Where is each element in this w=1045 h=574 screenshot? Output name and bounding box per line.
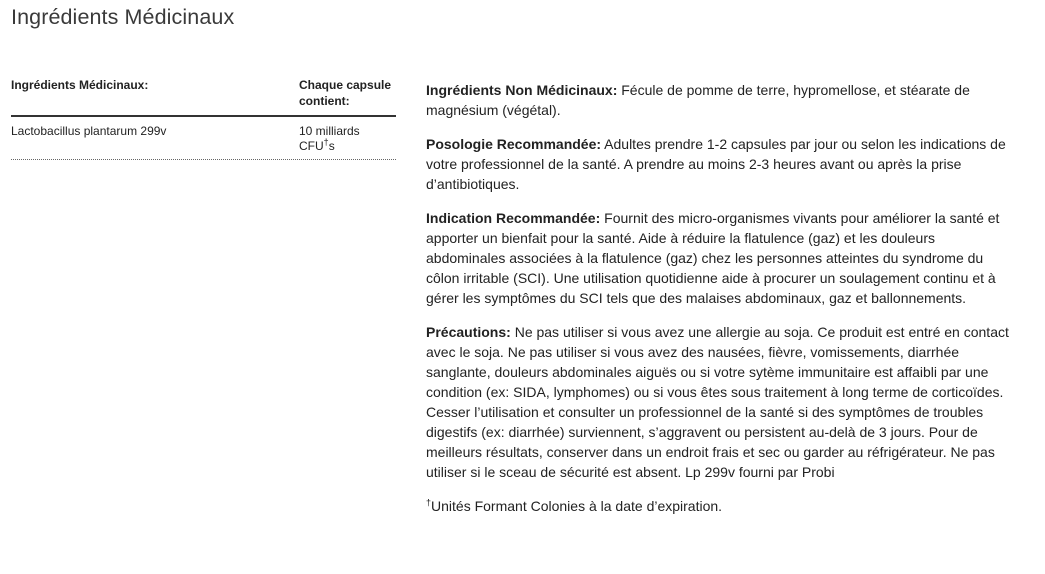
indication-text: Fournit des micro-organismes vivants pour améliorer la santé et apporter un bienfait pour la santé. Aide à réduire la flatulence (gaz) et les douleurs abdominales associées à la flatulence (gaz) chez les personnes atteintes du syndrome du côlon irritable (SCI). Une utilisation quotidienne aide à procurer un soulagement continu et à gérer les symptômes du SCI tels que des malaises abdominaux, gaz et ballonnements. <box>426 210 1000 306</box>
precautions-label: Précautions: <box>426 324 511 340</box>
amount-unit-suffix: s <box>328 139 335 153</box>
precautions-text: Ne pas utiliser si vous avez une allergie au soja. Ce produit est entré en contact avec le soja. Ne pas utiliser si vous avez des nausées, fièvre, vomissements, diarrhée sanglante, douleurs abdominales aiguës ou si votre sytème immunitaire est affaibli par une condition (ex: SIDA, lymphomes) ou si vous êtes sous traitement à long terme de corticoïdes. Cesser l’utilisation et consulter un professionnel de la santé si des symptômes de troubles digestifs (ex: diarrhée) surviennent, s’aggravent ou persistent au-delà de 3 jours. Pour de meilleurs résultats, conserver dans un endroit frais et sec ou garder au réfrigérateur. Ne pas utiliser si le sceau de sécurité est absent. Lp 299v fourni par Probi <box>426 324 1009 480</box>
header-ingredient: Ingrédients Médicinaux: <box>11 78 149 92</box>
non-medicinal-label: Ingrédients Non Médicinaux: <box>426 82 618 98</box>
footnote-text: Unités Formant Colonies à la date d’expiration. <box>431 498 723 514</box>
non-medicinal-section <box>426 80 1011 120</box>
dosage-label: Posologie Recommandée: <box>426 136 602 152</box>
indication-section <box>426 208 1011 308</box>
ingredients-table <box>11 77 396 160</box>
ingredient-amount <box>299 124 396 154</box>
dosage-text: Adultes prendre 1-2 capsules par jour ou selon les indications de votre professionnel de la santé. A prendre au moins 2-3 heures avant ou après la prise d’antibiotiques. <box>426 136 1006 192</box>
ingredient-name: Lactobacillus plantarum 299v <box>11 124 167 138</box>
amount-value: 10 milliards <box>299 124 360 138</box>
dosage-section <box>426 134 1011 194</box>
footnote-mark: † <box>426 497 432 508</box>
indication-label: Indication Recommandée: <box>426 210 601 226</box>
header-amount: Chaque capsule contient: <box>299 78 392 108</box>
table-row <box>11 117 396 160</box>
table-header <box>11 77 396 117</box>
amount-unit: CFU <box>299 139 324 153</box>
dagger-mark: † <box>323 137 329 147</box>
precautions-section <box>426 322 1011 482</box>
non-medicinal-text: Fécule de pomme de terre, hypromellose, et stéarate de magnésium (végétal). <box>426 82 970 118</box>
product-details <box>426 80 1011 530</box>
page-title: Ingrédients Médicinaux <box>11 5 235 29</box>
footnote <box>426 496 1011 516</box>
